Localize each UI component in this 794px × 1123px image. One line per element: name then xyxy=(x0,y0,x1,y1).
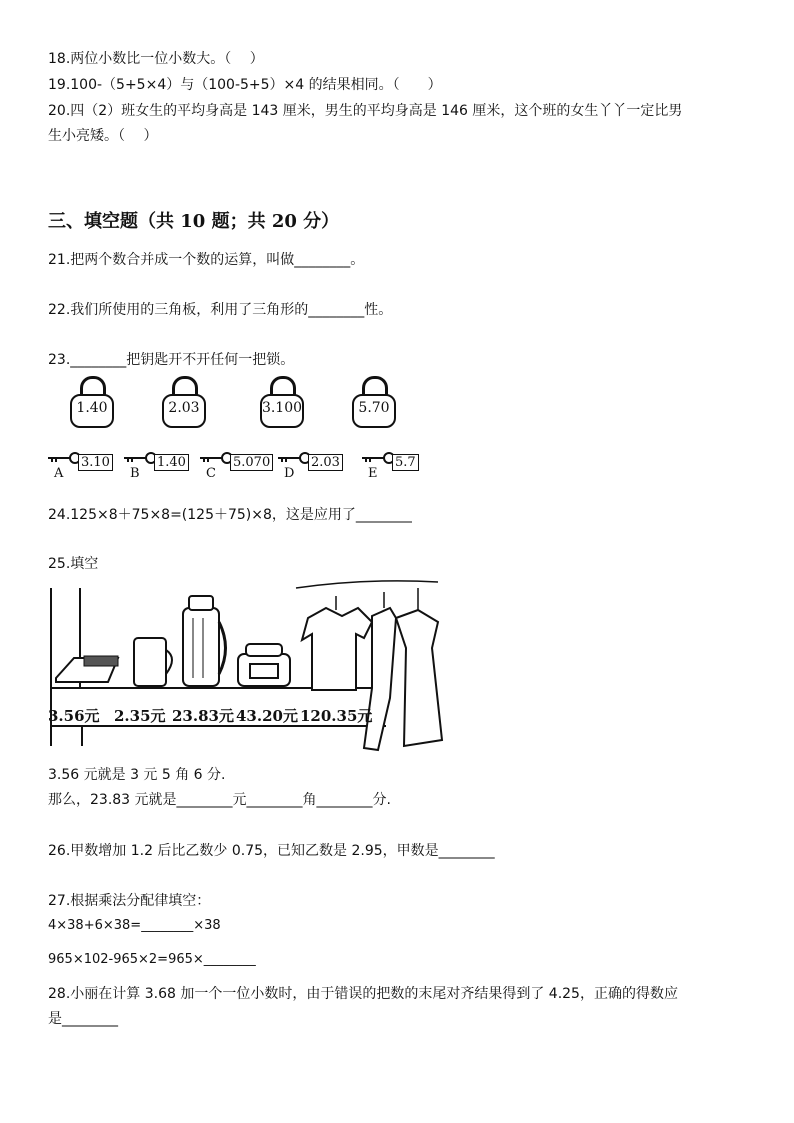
lock-label: 3.100 xyxy=(261,400,303,416)
question-28-line1: 28.小丽在计算 3.68 加一个一位小数时，由于错误的把数的末尾对齐结果得到了 4.25，正确的得数应 xyxy=(48,986,678,1002)
question-20-line1: 20.四（2）班女生的平均身高是 143 厘米，男生的平均身高是 146 厘米，这个班的女生丫丫一定比男 xyxy=(48,103,683,119)
question-18: 18.两位小数比一位小数大。（ ） xyxy=(48,51,264,67)
question-27-line2: 965×102-965×2=965×________ xyxy=(48,952,256,967)
question-23: 23.________把钥匙开不开任何一把锁。 xyxy=(48,352,295,368)
key-value: 3.10 xyxy=(78,454,113,471)
question-27-line1: 4×38+6×38=________×38 xyxy=(48,918,221,933)
key-value: 2.03 xyxy=(308,454,343,471)
question-25-line1: 3.56 元就是 3 元 5 角 6 分. xyxy=(48,767,226,783)
price-label: 2.35元 xyxy=(114,707,166,725)
lock xyxy=(352,376,396,430)
question-28-line2: 是________ xyxy=(48,1011,118,1027)
key xyxy=(48,452,118,480)
price-label: 43.20元 xyxy=(236,707,298,725)
question-27-title: 27.根据乘法分配律填空： xyxy=(48,893,211,909)
lock-label: 5.70 xyxy=(358,400,390,416)
key-icon xyxy=(124,452,158,466)
key-letter: B xyxy=(130,466,140,481)
key-value: 1.40 xyxy=(154,454,189,471)
price-label: 3.56元 xyxy=(48,707,100,725)
price-label: 120.35元 xyxy=(300,707,373,725)
key xyxy=(278,452,348,480)
question-25-title: 25.填空 xyxy=(48,556,99,572)
section-title: 三、填空题（共 10 题；共 20 分） xyxy=(48,211,340,232)
key-icon xyxy=(362,452,396,466)
key-letter: D xyxy=(284,466,295,481)
lock xyxy=(260,376,304,430)
key-icon xyxy=(48,452,82,466)
question-26: 26.甲数增加 1.2 后比乙数少 0.75，已知乙数是 2.95，甲数是________ xyxy=(48,843,495,859)
question-24: 24.125×8＋75×8=(125＋75)×8，这是应用了________ xyxy=(48,507,412,523)
lock xyxy=(162,376,206,430)
key-icon xyxy=(278,452,312,466)
key-value: 5.7 xyxy=(392,454,419,471)
key xyxy=(200,452,270,480)
key-icon xyxy=(200,452,234,466)
question-25-line2: 那么，23.83 元就是________元________角________分. xyxy=(48,792,391,808)
lock-label: 1.40 xyxy=(76,400,108,416)
question-20-line2: 生小亮矮。（ ） xyxy=(48,128,158,144)
key-letter: A xyxy=(54,466,64,481)
question-22: 22.我们所使用的三角板，利用了三角形的________性。 xyxy=(48,302,393,318)
key xyxy=(124,452,194,480)
key-letter: C xyxy=(206,466,216,481)
lock xyxy=(70,376,114,430)
key-letter: E xyxy=(368,466,378,481)
shelf-illustration xyxy=(46,578,446,758)
price-label: 23.83元 xyxy=(172,707,234,725)
question-19: 19.100-（5+5×4）与（100-5+5）×4 的结果相同。（ ） xyxy=(48,77,442,93)
question-21: 21.把两个数合并成一个数的运算，叫做________。 xyxy=(48,252,365,268)
lock-label: 2.03 xyxy=(168,400,200,416)
key-value: 5.070 xyxy=(230,454,273,471)
key xyxy=(362,452,432,480)
